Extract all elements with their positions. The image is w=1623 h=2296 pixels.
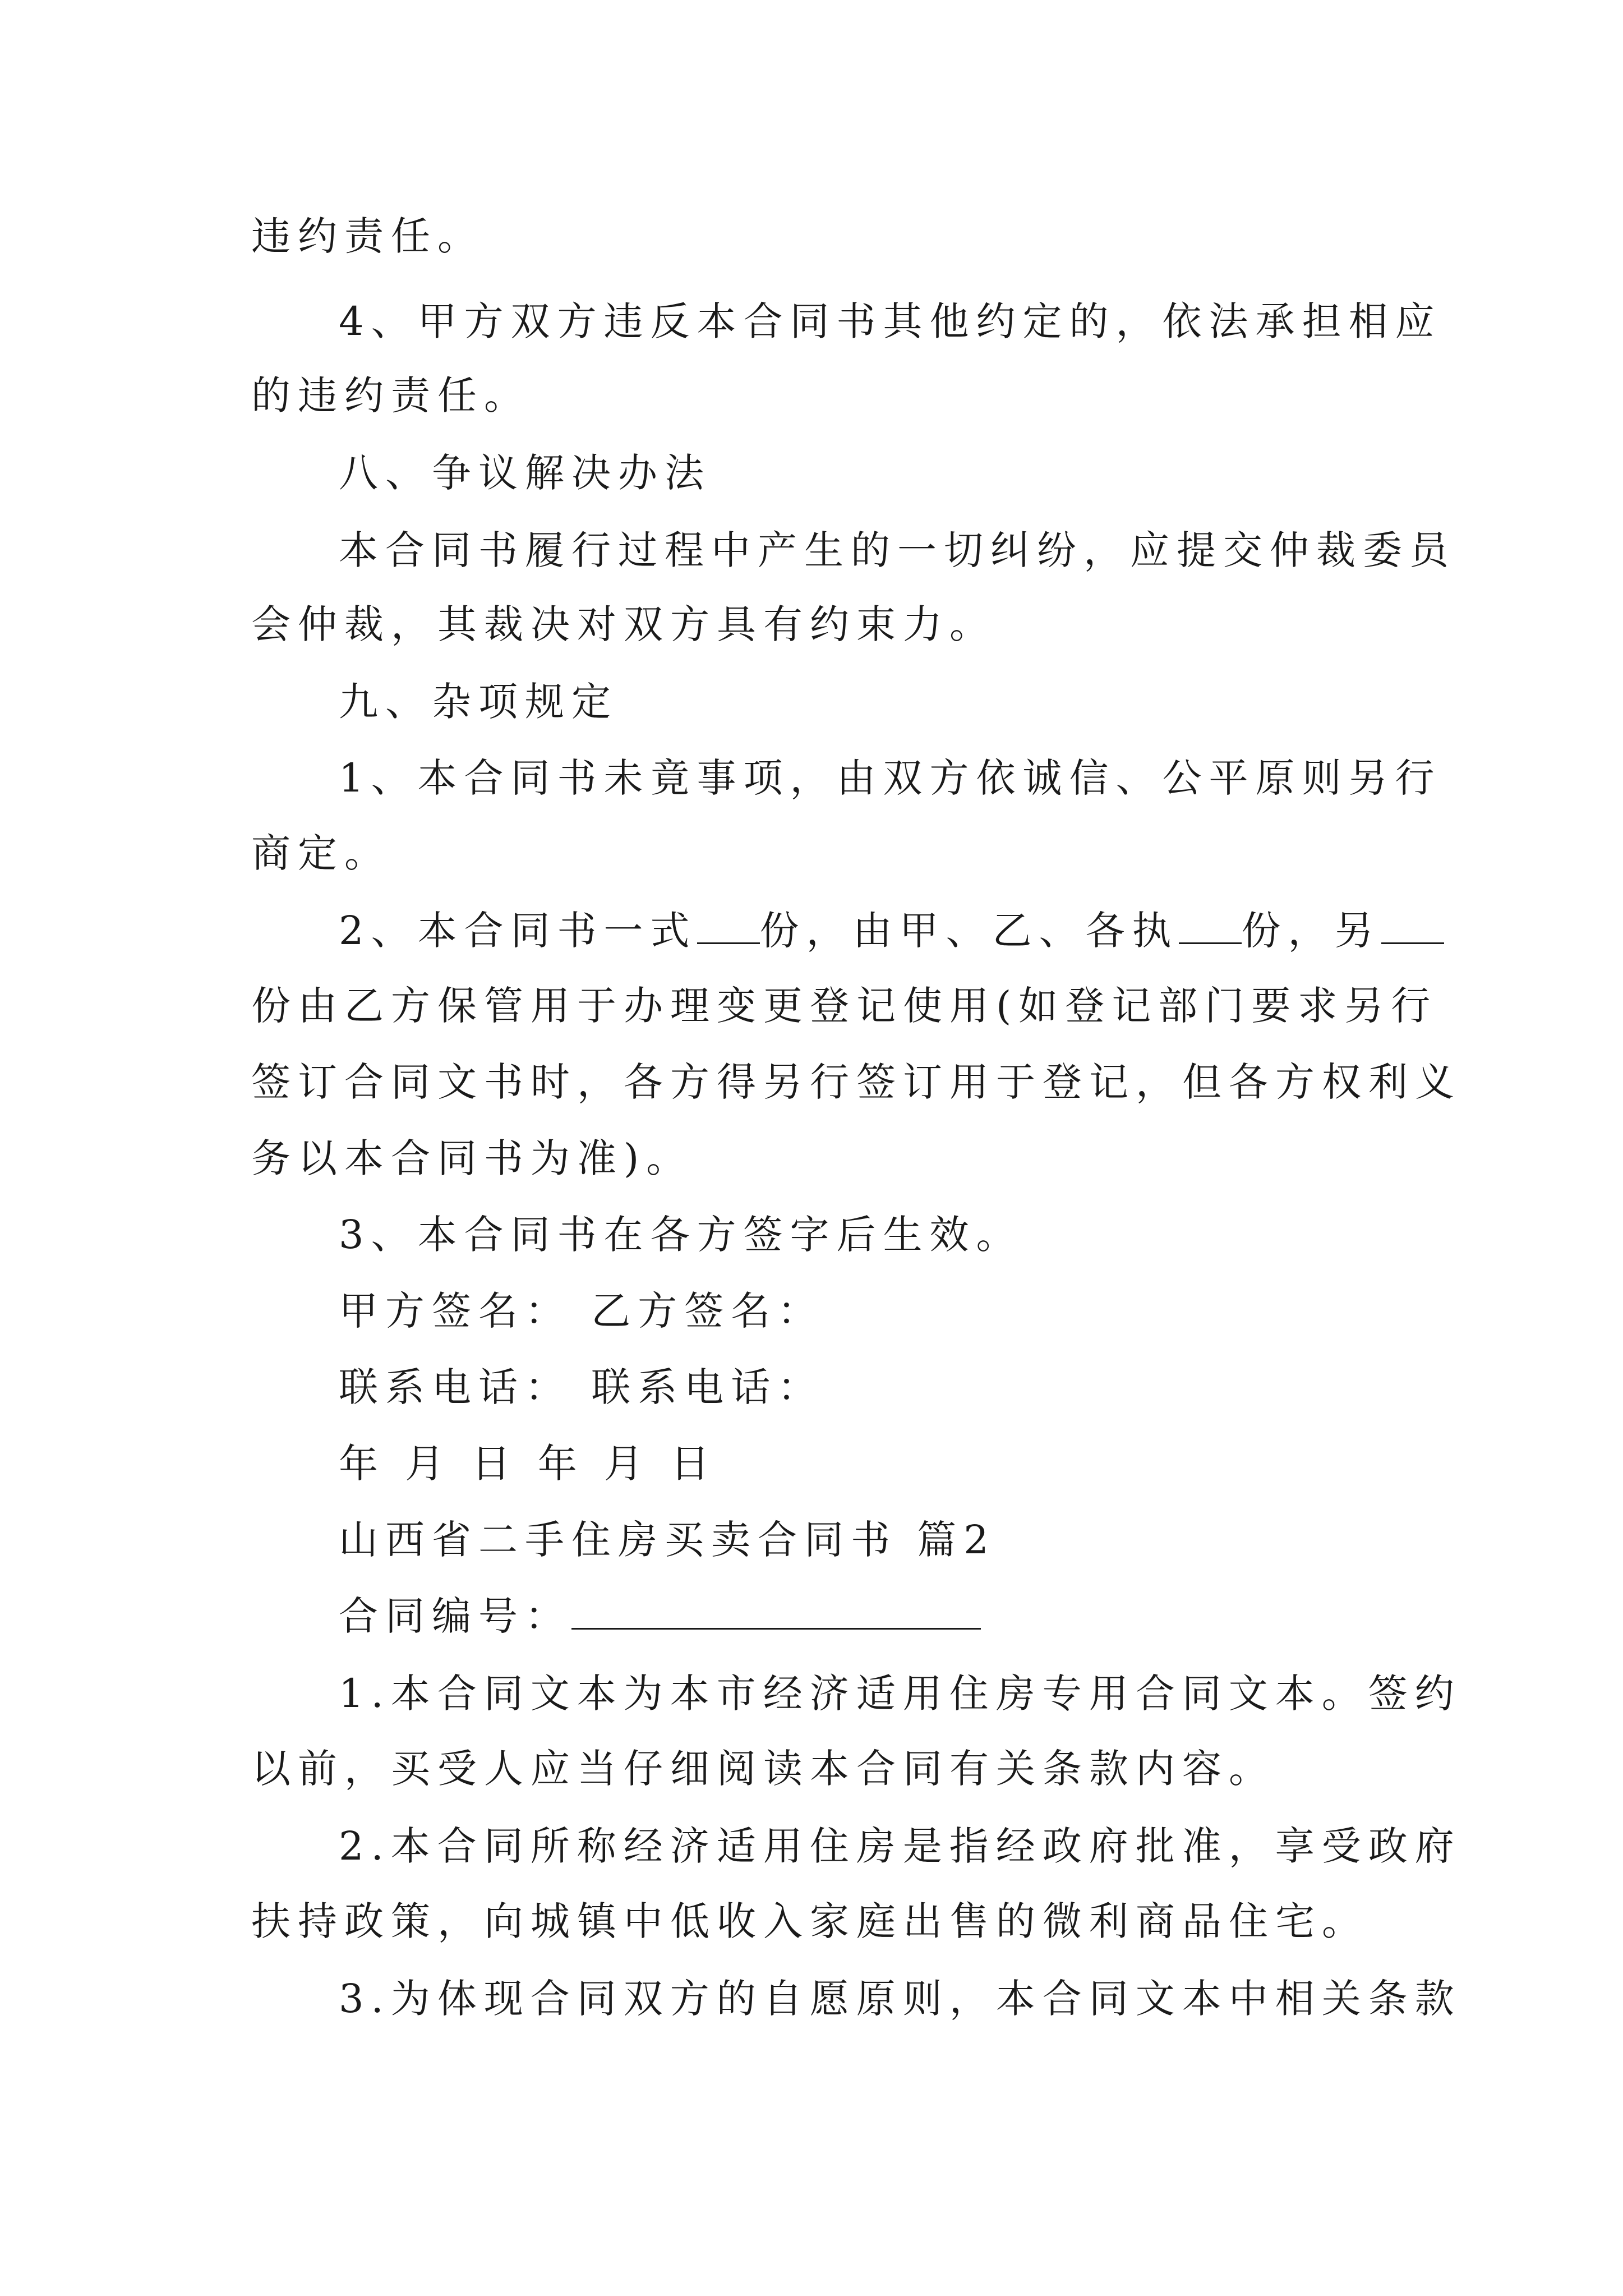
text-segment: 份，由甲、乙、各执 (759, 908, 1179, 954)
document-title: 山西省二手住房买卖合同书 篇2 (339, 1517, 996, 1563)
fill-in-blank[interactable] (697, 908, 760, 944)
signature-line: 甲方签名： 乙方签名： (339, 1288, 824, 1334)
fill-in-blank[interactable] (1179, 908, 1242, 944)
paragraph-line: 违约责任。 (251, 213, 484, 259)
contract-number-line (339, 1591, 981, 1641)
paragraph-line: 本合同书履行过程中产生的一切纠纷，应提交仲裁委员 (339, 527, 1456, 573)
paragraph-line: 份由乙方保管用于办理变更登记使用(如登记部门要求另行 (251, 983, 1438, 1029)
paragraph-line: 以前，买受人应当仔细阅读本合同有关条款内容。 (251, 1746, 1275, 1792)
paragraph-line: 1、本合同书未竟事项，由双方依诚信、公平原则另行 (339, 755, 1442, 801)
paragraph-line: 商定。 (251, 830, 391, 876)
text-segment: 份，另 (1241, 908, 1381, 954)
paragraph-line: 签订合同文书时，各方得另行签订用于登记，但各方权利义 (251, 1059, 1461, 1105)
text-segment: 2、本合同书一式 (339, 908, 697, 954)
date-line: 年 月 日 年 月 日 (339, 1441, 717, 1487)
paragraph-line: 3、本合同书在各方签字后生效。 (339, 1212, 1023, 1258)
paragraph-line: 4、甲方双方违反本合同书其他约定的，依法承担相应 (339, 298, 1442, 344)
contract-number-label: 合同编号： (339, 1593, 571, 1639)
contract-number-field[interactable] (571, 1593, 981, 1630)
section-heading: 八、争议解决办法 (339, 450, 711, 496)
paragraph-line: 会仲裁，其裁决对双方具有约束力。 (251, 601, 996, 647)
paragraph-line: 1.本合同文本为本市经济适用住房专用合同文本。签约 (339, 1671, 1461, 1717)
paragraph-line: 务以本合同书为准)。 (251, 1135, 693, 1181)
section-heading: 九、杂项规定 (339, 679, 618, 725)
paragraph-line (339, 905, 1444, 956)
paragraph-line: 3.为体现合同双方的自愿原则，本合同文本中相关条款 (339, 1976, 1461, 2022)
paragraph-line: 2.本合同所称经济适用住房是指经政府批准，享受政府 (339, 1823, 1461, 1869)
phone-line: 联系电话： 联系电话： (339, 1364, 824, 1410)
paragraph-line: 的违约责任。 (251, 372, 531, 418)
paragraph-line: 扶持政策，向城镇中低收入家庭出售的微利商品住宅。 (251, 1898, 1368, 1944)
fill-in-blank[interactable] (1381, 908, 1444, 944)
